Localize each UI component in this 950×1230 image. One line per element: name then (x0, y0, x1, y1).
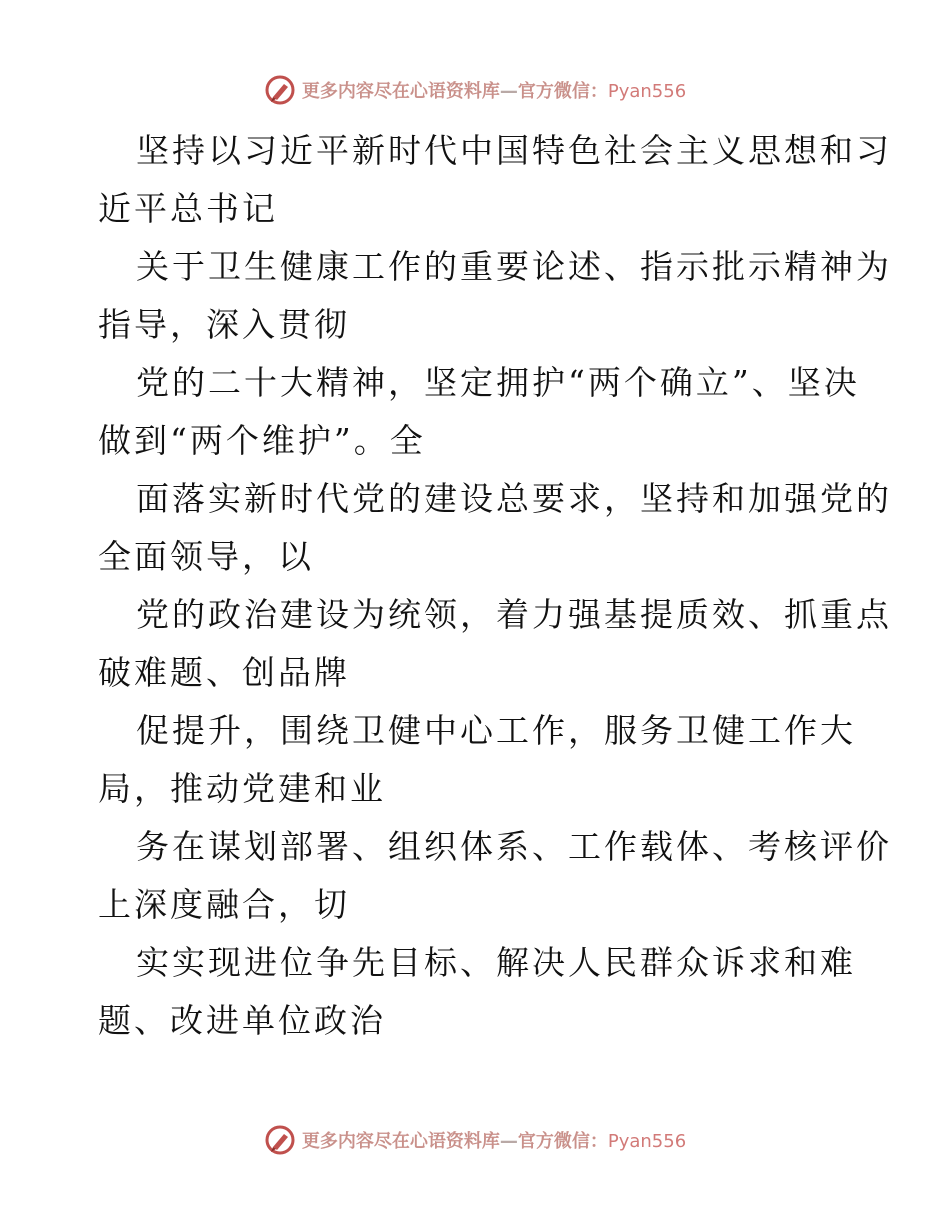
text-line: 破难题、创品牌 (98, 653, 350, 692)
text-line: 做到“两个维护”。全 (98, 421, 426, 460)
pen-logo-icon (264, 1124, 296, 1156)
watermark-official: 官方微信： (517, 81, 608, 102)
watermark-official: 官方微信： (517, 1131, 608, 1152)
document-body (98, 122, 892, 1050)
watermark-text (302, 77, 686, 103)
text-line: 全面领导，以 (98, 537, 314, 576)
watermark-id: Pyan556 (607, 1131, 687, 1152)
header-watermark (0, 72, 950, 108)
watermark-main: 更多内容尽在心语资料库 (301, 81, 500, 102)
text-line: 题、改进单位政治 (98, 1001, 386, 1040)
text-line: 实实现进位争先目标、解决人民群众诉求和难 (136, 943, 856, 982)
text-line: 关于卫生健康工作的重要论述、指示批示精神为 (136, 247, 892, 286)
text-line: 促提升，围绕卫健中心工作，服务卫健工作大 (136, 711, 856, 750)
watermark-dash: — (499, 1131, 518, 1152)
text-line: 党的政治建设为统领，着力强基提质效、抓重点 (136, 595, 892, 634)
pen-logo-icon (264, 74, 296, 106)
text-line: 面落实新时代党的建设总要求，坚持和加强党的 (136, 479, 892, 518)
text-line: 上深度融合，切 (98, 885, 350, 924)
text-line: 务在谋划部署、组织体系、工作载体、考核评价 (136, 827, 892, 866)
text-line: 党的二十大精神，坚定拥护“两个确立”、坚决 (136, 363, 860, 402)
text-line: 指导，深入贯彻 (98, 305, 350, 344)
text-line: 坚持以习近平新时代中国特色社会主义思想和习 (136, 131, 892, 170)
text-line: 局，推动党建和业 (98, 769, 386, 808)
watermark-dash: — (499, 81, 518, 102)
footer-watermark (0, 1122, 950, 1158)
watermark-main: 更多内容尽在心语资料库 (301, 1131, 500, 1152)
watermark-id: Pyan556 (607, 81, 687, 102)
watermark-text (302, 1127, 686, 1153)
text-line: 近平总书记 (98, 189, 278, 228)
